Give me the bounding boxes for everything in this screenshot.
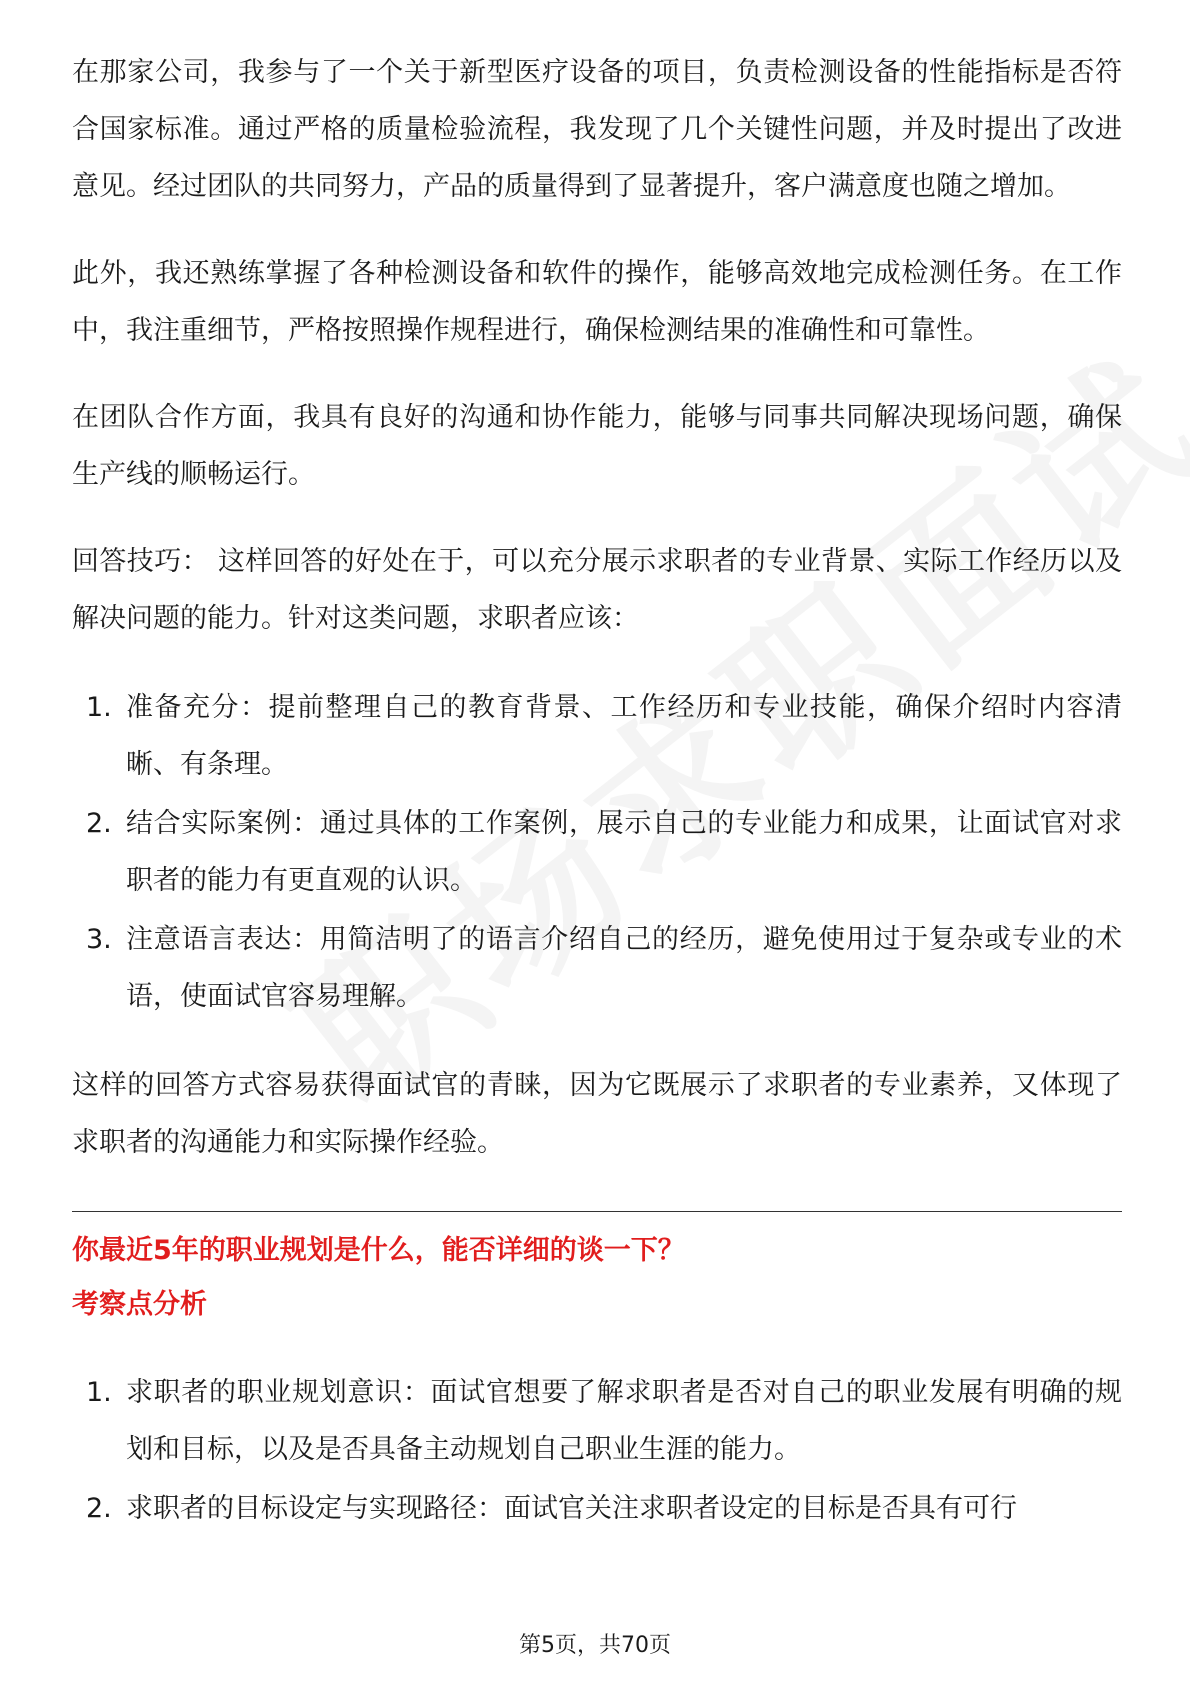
section-divider (72, 1211, 1122, 1212)
paragraph-answer-tips: 回答技巧： 这样回答的好处在于，可以充分展示求职者的专业背景、实际工作经历以及解决问题的能力。针对这类问题，求职者应该： (72, 546, 1122, 634)
list-item-text: 求职者的职业规划意识：面试官想要了解求职者是否对自己的职业发展有明确的规划和目标，以及是否具备主动规划自己职业生涯的能力。 (126, 1377, 1122, 1465)
list-item (72, 1364, 1122, 1478)
list-item-text: 准备充分：提前整理自己的教育背景、工作经历和专业技能，确保介绍时内容清晰、有条理。 (126, 692, 1122, 780)
page-footer: 第5页，共70页 (519, 1633, 671, 1658)
page-content (72, 44, 1122, 1539)
paragraph-equipment-skills: 此外，我还熟练掌握了各种检测设备和软件的操作，能够高效地完成检测任务。在工作中，我注重细节，严格按照操作规程进行，确保检测结果的准确性和可靠性。 (72, 258, 1122, 346)
list-number: 1. (86, 692, 112, 723)
paragraph-company-project: 在那家公司，我参与了一个关于新型医疗设备的项目，负责检测设备的性能指标是否符合国家标准。通过严格的质量检验流程，我发现了几个关键性问题，并及时提出了改进意见。经过团队的共同努力，产品的质量得到了显著提升，客户满意度也随之增加。 (72, 57, 1122, 202)
tips-list (72, 679, 1122, 1025)
list-item (72, 795, 1122, 909)
list-number: 2. (86, 1493, 112, 1524)
list-item (72, 679, 1122, 793)
list-item (72, 911, 1122, 1025)
list-number: 3. (86, 924, 112, 955)
analysis-heading: 考察点分析 (72, 1289, 207, 1320)
list-number: 2. (86, 808, 112, 839)
paragraph-closing: 这样的回答方式容易获得面试官的青睐，因为它既展示了求职者的专业素养，又体现了求职者的沟通能力和实际操作经验。 (72, 1070, 1122, 1158)
analysis-list (72, 1364, 1122, 1537)
list-item-text: 结合实际案例：通过具体的工作案例，展示自己的专业能力和成果，让面试官对求职者的能力有更直观的认识。 (126, 808, 1122, 896)
list-item-text: 求职者的目标设定与实现路径：面试官关注求职者设定的目标是否具有可行 (126, 1493, 1017, 1524)
list-number: 1. (86, 1377, 112, 1408)
paragraph-teamwork: 在团队合作方面，我具有良好的沟通和协作能力，能够与同事共同解决现场问题，确保生产线的顺畅运行。 (72, 402, 1122, 490)
question-title: 你最近5年的职业规划是什么，能否详细的谈一下？ (72, 1235, 685, 1266)
list-item-text: 注意语言表达：用简洁明了的语言介绍自己的经历，避免使用过于复杂或专业的术语，使面试官容易理解。 (126, 924, 1122, 1012)
list-item (72, 1480, 1122, 1537)
